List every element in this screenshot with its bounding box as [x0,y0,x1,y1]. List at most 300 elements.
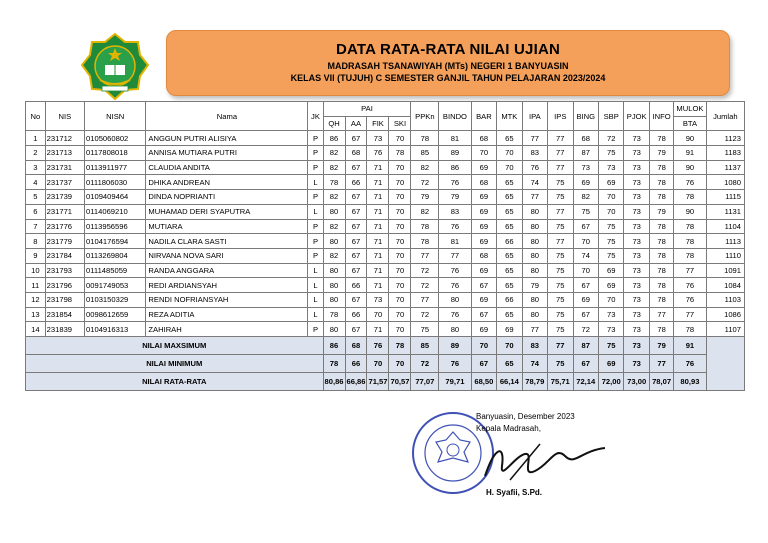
cell-ppkn: 82 [411,160,439,175]
cell-info: 78 [649,263,673,278]
cell-bindo: 83 [439,204,471,219]
cell-jk: L [308,307,323,322]
cell-qh: 82 [323,219,345,234]
cell-ipa: 77 [522,190,547,205]
cell-jk: L [308,204,323,219]
cell-aa: 67 [345,219,367,234]
table-row [26,219,745,234]
cell-ipa: 80 [522,219,547,234]
cell-bing: 68 [573,131,598,146]
cell-fik: 71 [367,234,389,249]
cell-bing: 67 [573,278,598,293]
summary-value: 70 [471,337,496,355]
cell-ppkn: 72 [411,175,439,190]
cell-bing: 67 [573,307,598,322]
cell-ski: 78 [389,146,411,161]
cell-pjok: 73 [624,234,649,249]
summary-value: 68,50 [471,373,496,391]
signature-name: H. Syafii, S.Pd. [486,488,543,497]
header-banner [166,30,730,96]
cell-no: 11 [26,278,46,293]
cell-no: 14 [26,322,46,337]
summary-value: 75,71 [548,373,573,391]
cell-bta: 77 [674,263,706,278]
cell-info: 78 [649,322,673,337]
cell-nama: REDI ARDIANSYAH [146,278,308,293]
cell-aa: 67 [345,234,367,249]
cell-pjok: 73 [624,292,649,307]
header-pai-fik: FIK [367,116,389,131]
cell-nis: 231854 [45,307,84,322]
cell-bar: 67 [471,278,496,293]
cell-nama: NIRVANA NOVA SARI [146,248,308,263]
cell-bta: 76 [674,278,706,293]
cell-sbp: 75 [598,219,623,234]
header-bing: BING [573,102,598,131]
cell-jk: P [308,146,323,161]
cell-ipa: 80 [522,248,547,263]
cell-ips: 77 [548,234,573,249]
cell-ipa: 76 [522,160,547,175]
cell-pjok: 73 [624,263,649,278]
cell-bing: 70 [573,234,598,249]
summary-value: 78,07 [649,373,673,391]
cell-nis: 231713 [45,146,84,161]
summary-value: 77,07 [411,373,439,391]
cell-ips: 75 [548,219,573,234]
summary-value: 80,86 [323,373,345,391]
cell-no: 3 [26,160,46,175]
cell-fik: 71 [367,175,389,190]
cell-jk: L [308,175,323,190]
cell-bta: 78 [674,322,706,337]
table-row [26,307,745,322]
summary-label: NILAI RATA-RATA [26,373,324,391]
cell-nisn: 0113956596 [85,219,146,234]
cell-nisn: 0113269804 [85,248,146,263]
cell-bta: 77 [674,307,706,322]
cell-mtk: 65 [497,131,522,146]
cell-bing: 74 [573,248,598,263]
cell-nisn: 0104176594 [85,234,146,249]
cell-pjok: 73 [624,278,649,293]
cell-bing: 67 [573,219,598,234]
cell-mtk: 70 [497,160,522,175]
cell-no: 9 [26,248,46,263]
cell-aa: 67 [345,190,367,205]
header-pai-aa: AA [345,116,367,131]
cell-info: 77 [649,307,673,322]
cell-info: 78 [649,219,673,234]
cell-ipa: 77 [522,131,547,146]
cell-ski: 70 [389,322,411,337]
cell-bta: 91 [674,146,706,161]
cell-bta: 90 [674,204,706,219]
cell-bar: 69 [471,322,496,337]
header-no: No [26,102,46,131]
cell-ips: 77 [548,204,573,219]
cell-bta: 78 [674,248,706,263]
cell-ipa: 77 [522,322,547,337]
table-row [26,131,745,146]
cell-bindo: 76 [439,263,471,278]
cell-jk: P [308,248,323,263]
cell-jk: P [308,190,323,205]
header-info: INFO [649,102,673,131]
header-nis: NIS [45,102,84,131]
kemenag-logo-icon [80,32,150,102]
cell-bing: 87 [573,146,598,161]
cell-bar: 70 [471,146,496,161]
summary-value: 87 [573,337,598,355]
cell-no: 1 [26,131,46,146]
cell-ppkn: 82 [411,204,439,219]
cell-sbp: 70 [598,292,623,307]
cell-bar: 69 [471,204,496,219]
cell-info: 78 [649,175,673,190]
cell-info: 79 [649,204,673,219]
cell-mtk: 70 [497,146,522,161]
cell-mtk: 65 [497,219,522,234]
cell-fik: 73 [367,292,389,307]
cell-ips: 75 [548,307,573,322]
cell-no: 13 [26,307,46,322]
cell-nis: 231739 [45,190,84,205]
school-name: MADRASAH TSANAWIYAH (MTs) NEGERI 1 BANYUASIN [327,61,569,71]
cell-bindo: 89 [439,146,471,161]
summary-value: 65 [497,355,522,373]
cell-fik: 71 [367,204,389,219]
cell-nis: 231776 [45,219,84,234]
header-mulok: MULOK [674,102,706,117]
cell-bta: 90 [674,131,706,146]
table-body [26,131,745,391]
cell-nisn: 0109409464 [85,190,146,205]
cell-nis: 231737 [45,175,84,190]
cell-nama: CLAUDIA ANDITA [146,160,308,175]
cell-sbp: 69 [598,175,623,190]
cell-sbp: 75 [598,234,623,249]
cell-fik: 73 [367,131,389,146]
header-ppkn: PPKn [411,102,439,131]
summary-value: 70 [497,337,522,355]
header-ips: IPS [548,102,573,131]
cell-ppkn: 79 [411,190,439,205]
cell-qh: 82 [323,160,345,175]
summary-value: 76 [674,355,706,373]
summary-value: 70 [367,355,389,373]
cell-no: 2 [26,146,46,161]
page-title: DATA RATA-RATA NILAI UJIAN [335,41,561,58]
cell-mtk: 66 [497,234,522,249]
header-nisn: NISN [85,102,146,131]
summary-value: 91 [674,337,706,355]
cell-fik: 71 [367,160,389,175]
cell-ips: 75 [548,322,573,337]
header-pai-qh: QH [323,116,345,131]
cell-no: 8 [26,234,46,249]
cell-info: 78 [649,234,673,249]
cell-ipa: 74 [522,175,547,190]
cell-jumlah: 1086 [706,307,744,322]
cell-no: 6 [26,204,46,219]
cell-nama: REZA ADITIA [146,307,308,322]
cell-mtk: 65 [497,248,522,263]
summary-value: 67 [573,355,598,373]
summary-value: 67 [471,355,496,373]
cell-bindo: 76 [439,278,471,293]
cell-qh: 80 [323,263,345,278]
cell-pjok: 73 [624,131,649,146]
cell-ppkn: 78 [411,219,439,234]
cell-jk: P [308,322,323,337]
cell-sbp: 70 [598,190,623,205]
table-row [26,234,745,249]
cell-no: 12 [26,292,46,307]
cell-mtk: 69 [497,322,522,337]
cell-sbp: 72 [598,131,623,146]
cell-jumlah: 1084 [706,278,744,293]
cell-bing: 73 [573,160,598,175]
cell-ski: 70 [389,131,411,146]
cell-nisn: 0105060802 [85,131,146,146]
cell-no: 7 [26,219,46,234]
cell-ski: 70 [389,307,411,322]
cell-info: 78 [649,292,673,307]
summary-value: 68 [345,337,367,355]
summary-value: 85 [411,337,439,355]
cell-mtk: 65 [497,175,522,190]
cell-nisn: 0098612659 [85,307,146,322]
summary-value: 83 [522,337,547,355]
cell-sbp: 69 [598,278,623,293]
cell-ips: 75 [548,263,573,278]
cell-qh: 82 [323,146,345,161]
table-row [26,292,745,307]
cell-bindo: 86 [439,160,471,175]
table-row [26,248,745,263]
cell-jk: L [308,292,323,307]
cell-ski: 70 [389,160,411,175]
cell-ips: 77 [548,160,573,175]
cell-jumlah: 1123 [706,131,744,146]
cell-qh: 80 [323,204,345,219]
cell-nama: DINDA NOPRIANTI [146,190,308,205]
cell-sbp: 75 [598,146,623,161]
cell-bindo: 80 [439,322,471,337]
summary-value: 76 [367,337,389,355]
cell-jk: L [308,263,323,278]
class-semester-line: KELAS VII (TUJUH) C SEMESTER GANJIL TAHUN PELAJARAN 2023/2024 [290,73,606,83]
cell-mtk: 66 [497,292,522,307]
header-pai: PAI [323,102,411,117]
cell-nama: NADILA CLARA SASTI [146,234,308,249]
cell-bta: 90 [674,160,706,175]
table-row [26,204,745,219]
cell-mtk: 65 [497,278,522,293]
cell-aa: 67 [345,292,367,307]
summary-value: 73 [624,355,649,373]
cell-fik: 76 [367,146,389,161]
cell-nis: 231712 [45,131,84,146]
summary-value: 89 [439,337,471,355]
cell-mtk: 65 [497,204,522,219]
cell-ipa: 80 [522,263,547,278]
cell-qh: 80 [323,322,345,337]
cell-bta: 78 [674,234,706,249]
cell-bing: 70 [573,263,598,278]
cell-bta: 76 [674,292,706,307]
cell-fik: 71 [367,278,389,293]
cell-info: 79 [649,146,673,161]
cell-ppkn: 78 [411,131,439,146]
summary-value: 72,00 [598,373,623,391]
summary-value: 77 [649,355,673,373]
summary-row [26,337,745,355]
header-jk: JK [308,102,323,131]
summary-row [26,373,745,391]
cell-info: 78 [649,278,673,293]
cell-ipa: 80 [522,307,547,322]
cell-no: 4 [26,175,46,190]
cell-no: 5 [26,190,46,205]
summary-value: 77 [548,337,573,355]
summary-value: 75 [598,337,623,355]
cell-jk: P [308,131,323,146]
cell-aa: 67 [345,263,367,278]
cell-ski: 70 [389,190,411,205]
cell-bing: 69 [573,292,598,307]
cell-ski: 70 [389,292,411,307]
header-mulok-bta: BTA [674,116,706,131]
cell-nama: MUHAMAD DERI SYAPUTRA [146,204,308,219]
cell-aa: 67 [345,131,367,146]
cell-ppkn: 78 [411,234,439,249]
cell-jk: P [308,160,323,175]
cell-nisn: 0111485059 [85,263,146,278]
summary-value: 78,79 [522,373,547,391]
cell-info: 78 [649,131,673,146]
summary-value: 78 [389,337,411,355]
cell-ips: 75 [548,175,573,190]
summary-value: 70 [389,355,411,373]
cell-bing: 75 [573,204,598,219]
cell-qh: 80 [323,278,345,293]
cell-ppkn: 72 [411,278,439,293]
cell-ips: 75 [548,292,573,307]
cell-aa: 66 [345,175,367,190]
cell-bar: 68 [471,175,496,190]
cell-nis: 231731 [45,160,84,175]
cell-fik: 70 [367,307,389,322]
cell-bar: 69 [471,292,496,307]
cell-ppkn: 77 [411,248,439,263]
cell-bindo: 76 [439,219,471,234]
summary-value: 78 [323,355,345,373]
cell-nama: ANGGUN PUTRI ALISIYA [146,131,308,146]
cell-nama: MUTIARA [146,219,308,234]
cell-jumlah: 1104 [706,219,744,234]
cell-nisn: 0091749053 [85,278,146,293]
cell-bing: 82 [573,190,598,205]
cell-jumlah: 1107 [706,322,744,337]
summary-blank-cell [706,337,744,391]
summary-value: 74 [522,355,547,373]
cell-jk: P [308,234,323,249]
cell-aa: 67 [345,248,367,263]
cell-nama: ZAHIRAH [146,322,308,337]
summary-row [26,355,745,373]
cell-bar: 67 [471,307,496,322]
summary-value: 72,14 [573,373,598,391]
cell-nisn: 0111806030 [85,175,146,190]
signature-place-date: Banyuasin, Desember 2023 [476,412,575,421]
cell-pjok: 73 [624,322,649,337]
table-row [26,278,745,293]
cell-aa: 67 [345,204,367,219]
cell-aa: 68 [345,146,367,161]
summary-value: 66 [345,355,367,373]
cell-pjok: 73 [624,307,649,322]
cell-jumlah: 1091 [706,263,744,278]
cell-jumlah: 1115 [706,190,744,205]
cell-sbp: 75 [598,248,623,263]
grades-table [25,101,745,391]
cell-qh: 80 [323,292,345,307]
header-pjok: PJOK [624,102,649,131]
cell-ski: 70 [389,175,411,190]
cell-info: 78 [649,190,673,205]
cell-bta: 78 [674,219,706,234]
cell-ipa: 79 [522,278,547,293]
cell-jumlah: 1103 [706,292,744,307]
table-row [26,146,745,161]
cell-qh: 82 [323,248,345,263]
cell-nis: 231779 [45,234,84,249]
cell-qh: 86 [323,131,345,146]
summary-value: 80,93 [674,373,706,391]
cell-bta: 78 [674,190,706,205]
cell-mtk: 65 [497,263,522,278]
cell-jk: P [308,219,323,234]
summary-value: 72 [411,355,439,373]
header-bar: BAR [471,102,496,131]
table-row [26,175,745,190]
summary-value: 73 [624,337,649,355]
cell-bar: 68 [471,248,496,263]
cell-no: 10 [26,263,46,278]
header-jumlah: Jumlah [706,102,744,131]
table-row [26,160,745,175]
cell-ski: 70 [389,263,411,278]
cell-ips: 77 [548,131,573,146]
cell-nis: 231793 [45,263,84,278]
cell-jk: L [308,278,323,293]
cell-bindo: 80 [439,292,471,307]
cell-nisn: 0103150329 [85,292,146,307]
cell-bar: 69 [471,263,496,278]
cell-bindo: 76 [439,307,471,322]
cell-nis: 231796 [45,278,84,293]
cell-ski: 70 [389,248,411,263]
cell-fik: 71 [367,190,389,205]
cell-sbp: 73 [598,160,623,175]
cell-sbp: 69 [598,263,623,278]
cell-ppkn: 77 [411,292,439,307]
cell-pjok: 73 [624,160,649,175]
cell-bar: 69 [471,234,496,249]
cell-ppkn: 72 [411,307,439,322]
